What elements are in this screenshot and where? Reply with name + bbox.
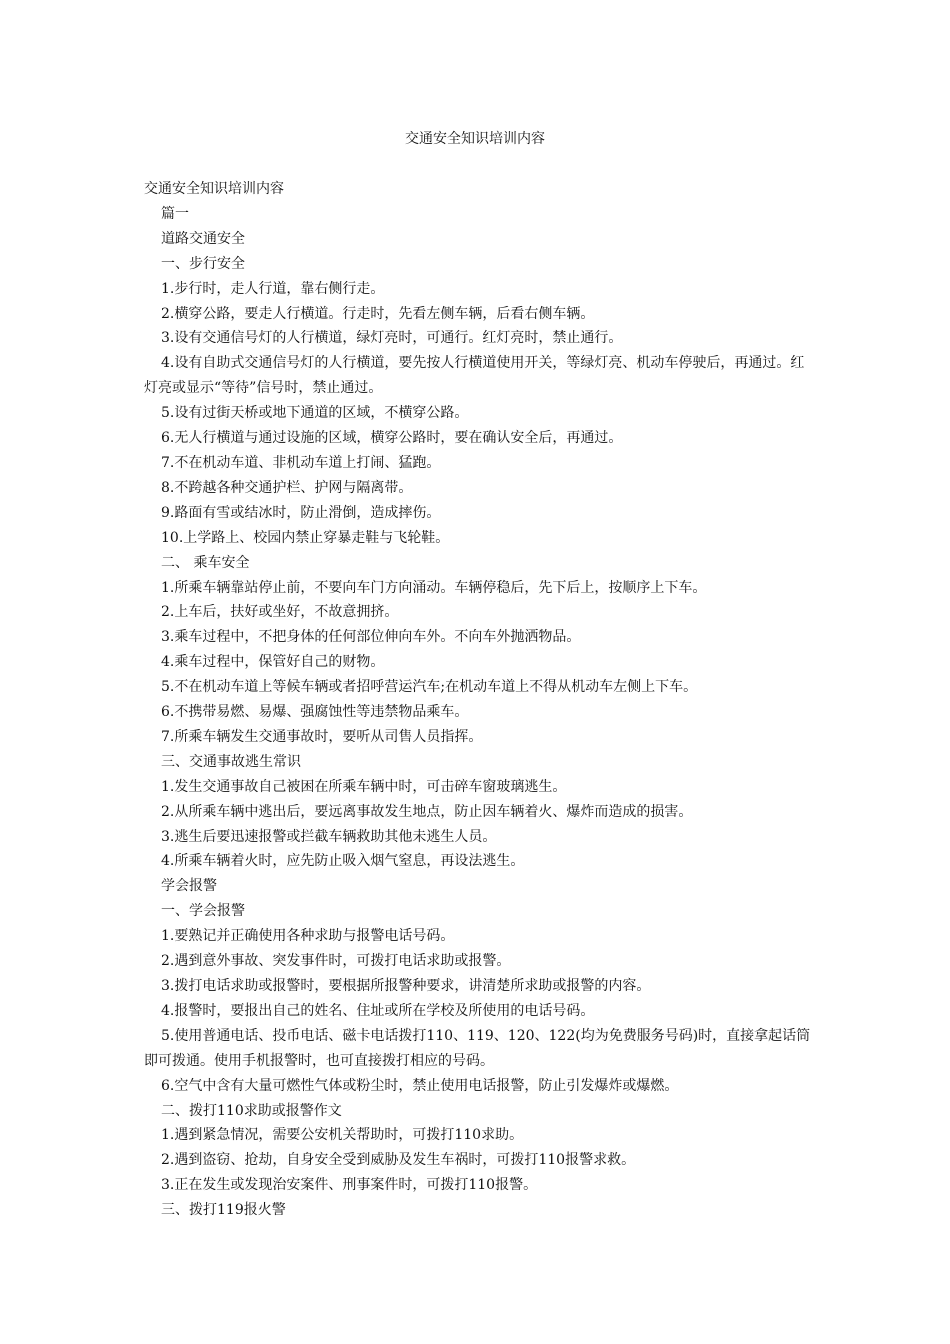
body-line: 6.无人行横道与通过设施的区域，横穿公路时，要在确认安全后，再通过。 bbox=[161, 430, 623, 447]
body-line: 3.乘车过程中，不把身体的任何部位伸向车外。不向车外抛洒物品。 bbox=[161, 629, 581, 646]
body-line: 一、步行安全 bbox=[161, 255, 245, 272]
body-line: 4.乘车过程中，保管好自己的财物。 bbox=[161, 654, 385, 671]
body-line: 道路交通安全 bbox=[161, 230, 245, 247]
body-line: 1.要熟记并正确使用各种求助与报警电话号码。 bbox=[161, 928, 455, 945]
document-title: 交通安全知识培训内容 bbox=[405, 131, 545, 147]
body-line: 5.不在机动车道上等候车辆或者招呼营运汽车;在机动车道上不得从机动车左侧上下车。 bbox=[161, 679, 698, 696]
body-paragraph: 5.使用普通电话、投币电话、磁卡电话拨打110、119、120、122(均为免费服务号码)时，直接拿起话筒即可拨通。使用手机报警时，也可直接拨打相应的号码。 bbox=[144, 1027, 811, 1069]
body-line: 1.发生交通事故自己被困在所乘车辆中时，可击碎车窗玻璃逃生。 bbox=[161, 778, 567, 795]
body-line: 2.横穿公路，要走人行横道。行走时，先看左侧车辆，后看右侧车辆。 bbox=[161, 305, 595, 322]
body-line: 3.正在发生或发现治安案件、刑事案件时，可拨打110报警。 bbox=[161, 1177, 538, 1194]
body-line: 8.不跨越各种交通护栏、护网与隔离带。 bbox=[161, 479, 413, 496]
body-paragraph: 4.设有自助式交通信号灯的人行横道，要先按人行横道使用开关，等绿灯亮、机动车停驶后，再通过。红灯亮或显示“等待”信号时，禁止通过。 bbox=[144, 355, 805, 397]
body-line: 二、拨打110求助或报警作文 bbox=[161, 1102, 342, 1119]
body-line: 2.从所乘车辆中逃出后，要远离事故发生地点，防止因车辆着火、爆炸而造成的损害。 bbox=[161, 803, 693, 820]
body-line: 学会报警 bbox=[161, 878, 217, 895]
body-line: 5.设有过街天桥或地下通道的区域，不横穿公路。 bbox=[161, 405, 469, 422]
body-line: 9.路面有雪或结冰时，防止滑倒，造成摔伤。 bbox=[161, 504, 441, 521]
body-line: 三、拨打119报火警 bbox=[161, 1202, 286, 1219]
document-body bbox=[144, 177, 814, 1223]
body-line: 1.遇到紧急情况，需要公安机关帮助时，可拨打110求助。 bbox=[161, 1127, 524, 1144]
body-line: 3.设有交通信号灯的人行横道，绿灯亮时，可通行。红灯亮时，禁止通行。 bbox=[161, 330, 623, 347]
body-line: 2.遇到意外事故、突发事件时，可拨打电话求助或报警。 bbox=[161, 953, 511, 970]
body-line: 1.所乘车辆靠站停止前，不要向车门方向涌动。车辆停稳后，先下后上，按顺序上下车。 bbox=[161, 579, 707, 596]
body-line: 6.空气中含有大量可燃性气体或粉尘时，禁止使用电话报警，防止引发爆炸或爆燃。 bbox=[161, 1077, 679, 1094]
body-line: 6.不携带易燃、易爆、强腐蚀性等违禁物品乘车。 bbox=[161, 704, 469, 721]
body-line: 二、 乘车安全 bbox=[161, 554, 250, 571]
body-line: 交通安全知识培训内容 bbox=[144, 181, 284, 197]
body-line: 4.报警时，要报出自己的姓名、住址或所在学校及所使用的电话号码。 bbox=[161, 1002, 595, 1019]
body-line: 一、学会报警 bbox=[161, 903, 245, 920]
body-line: 4.所乘车辆着火时，应先防止吸入烟气窒息，再设法逃生。 bbox=[161, 853, 525, 870]
body-line: 7.不在机动车道、非机动车道上打闹、猛跑。 bbox=[161, 454, 441, 471]
body-line: 篇一 bbox=[161, 205, 189, 222]
body-line: 2.上车后，扶好或坐好，不故意拥挤。 bbox=[161, 604, 399, 621]
body-line: 3.逃生后要迅速报警或拦截车辆救助其他未逃生人员。 bbox=[161, 828, 497, 845]
body-line: 2.遇到盗窃、抢劫，自身安全受到威胁及发生车祸时，可拨打110报警求救。 bbox=[161, 1152, 636, 1169]
body-line: 10.上学路上、校园内禁止穿暴走鞋与飞轮鞋。 bbox=[161, 529, 450, 546]
body-line: 1.步行时，走人行道，靠右侧行走。 bbox=[161, 280, 385, 297]
body-line: 7.所乘车辆发生交通事故时，要听从司售人员指挥。 bbox=[161, 728, 483, 745]
body-line: 3.拨打电话求助或报警时，要根据所报警种要求，讲清楚所求助或报警的内容。 bbox=[161, 978, 651, 994]
body-line: 三、交通事故逃生常识 bbox=[161, 753, 301, 770]
